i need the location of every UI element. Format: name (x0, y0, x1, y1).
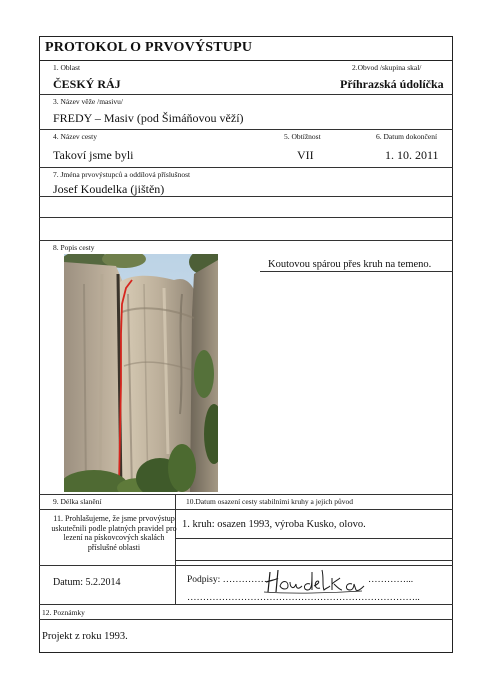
oblast-label: 1. Oblast (53, 63, 81, 72)
poznamky-label: 12. Poznámky (42, 608, 85, 617)
delka-slaneni-label: 9. Délka slanění (53, 497, 102, 506)
oblast-value: ČESKÝ RÁJ (53, 77, 121, 91)
prvovystupci-label: 7. Jména prvovýstupců a oddílová příslušnost (53, 170, 191, 179)
page-title: PROTOKOL O PRVOVÝSTUPU (45, 40, 253, 55)
vez-value: FREDY – Masiv (pod Šimáňovou věží) (53, 111, 244, 125)
obtiznost-label: 5. Obtížnost (284, 132, 321, 141)
divider (39, 60, 453, 61)
podpisy-dots-bottom: ……………………………………………………………….. (187, 593, 420, 603)
divider (39, 167, 453, 168)
podpisy-field (187, 573, 270, 587)
vez-label: 3. Název věže /masivu/ (53, 97, 123, 106)
obvod-label: 2.Obvod /skupina skal/ (352, 63, 422, 72)
poznamky-value: Projekt z roku 1993. (42, 631, 128, 642)
divider (39, 509, 453, 510)
route-photo (64, 254, 218, 492)
divider (39, 494, 453, 495)
signature (262, 566, 366, 596)
divider (39, 565, 453, 566)
datum-value: 5.2.2014 (85, 577, 121, 588)
datum-dokonceni-label: 6. Datum dokončení (376, 132, 438, 141)
divider (175, 538, 453, 539)
divider (39, 196, 453, 197)
podpisy-dots-right: …………... (368, 575, 414, 585)
divider (175, 560, 453, 561)
obtiznost-value: VII (297, 148, 314, 162)
datum-label: Datum: (53, 577, 83, 588)
prvovystupci-value: Josef Koudelka (jištěn) (53, 182, 165, 196)
popis-label: 8. Popis cesty (53, 243, 95, 252)
divider (39, 619, 453, 620)
divider (39, 217, 453, 218)
divider (39, 129, 453, 130)
osazeni-value: 1. kruh: osazen 1993, výroba Kusko, olovo. (182, 519, 366, 530)
divider (39, 240, 453, 241)
cesta-label: 4. Název cesty (53, 132, 97, 141)
declaration-text: 11. Prohlašujeme, že jsme prvovýstup uskutečnili podle platných pravidel pro lezení na pískovcových skalách příslušné oblasti (51, 514, 177, 552)
datum-dokonceni-value: 1. 10. 2011 (385, 148, 439, 162)
datum-field (53, 576, 121, 590)
podpisy-dots: …………… (222, 575, 271, 585)
cesta-value: Takoví jsme byli (53, 148, 134, 162)
popis-value: Koutovou spárou přes kruh na temeno. (268, 259, 432, 270)
podpisy-label: Podpisy: (187, 575, 221, 585)
obvod-value: Příhrazská údolíčka (340, 77, 444, 91)
osazeni-label: 10.Datum osazení cesty stabilními kruhy a jejich původ (186, 497, 354, 506)
divider (39, 94, 453, 95)
